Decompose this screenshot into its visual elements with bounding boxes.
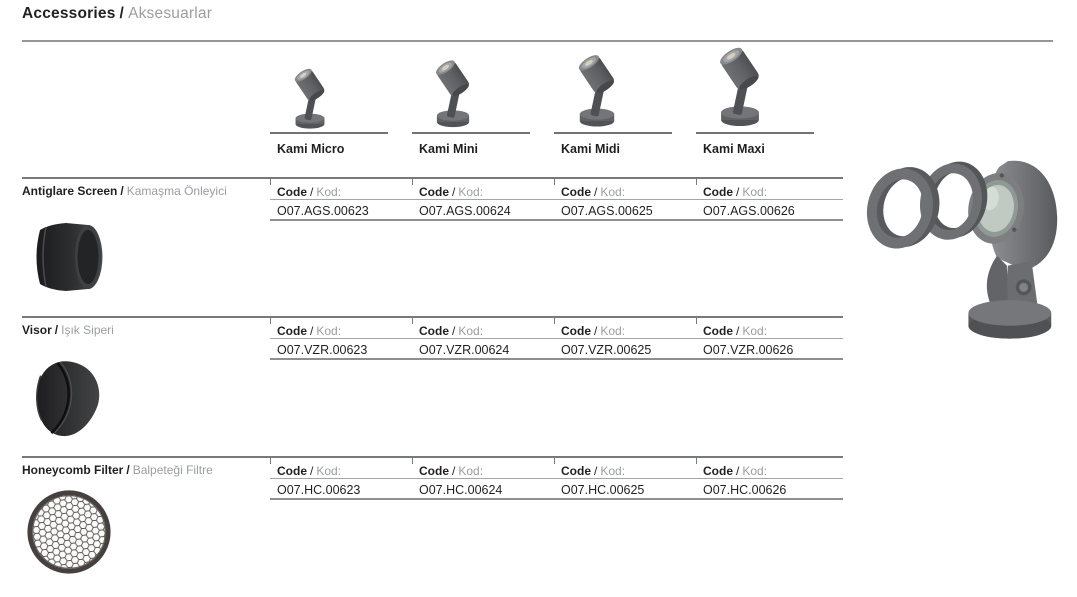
kami-micro-image	[284, 65, 336, 131]
visor-image	[28, 358, 106, 440]
product-code: O07.AGS.00623	[277, 204, 369, 218]
accessory-row-honeycomb-filter	[0, 456, 1077, 596]
honeycomb-filter-image	[24, 487, 114, 577]
divider	[22, 456, 843, 458]
divider	[270, 199, 843, 200]
divider	[270, 338, 843, 339]
page-title-en: Accessories	[22, 5, 116, 22]
divider	[22, 177, 843, 179]
accessory-name: Visor / Işık Siperi	[22, 323, 114, 337]
code-label: Code / Kod:	[561, 464, 626, 478]
code-label: Code / Kod:	[277, 464, 342, 478]
product-column-kami-mini	[412, 0, 554, 168]
product-code: O07.AGS.00626	[703, 204, 795, 218]
divider	[270, 219, 843, 221]
product-name: Kami Midi	[561, 142, 621, 156]
code-label: Code / Kod:	[561, 185, 626, 199]
divider	[22, 316, 843, 318]
kami-mini-image	[424, 55, 482, 131]
accessory-name: Honeycomb Filter / Balpeteği Filtre	[22, 463, 213, 477]
code-label: Code / Kod:	[277, 185, 342, 199]
product-code: O07.VZR.00625	[561, 343, 652, 357]
divider	[270, 358, 843, 360]
kami-midi-image	[566, 49, 628, 131]
divider	[696, 132, 814, 134]
code-label: Code / Kod:	[277, 324, 342, 338]
product-name: Kami Maxi	[703, 142, 765, 156]
kami-exploded-view-image	[860, 138, 1067, 343]
product-code: O07.HC.00623	[277, 483, 361, 497]
kami-maxi-image	[706, 41, 774, 131]
antiglare-screen-image	[26, 222, 110, 292]
accessory-name: Antiglare Screen / Kamaşma Önleyici	[22, 184, 227, 198]
product-name: Kami Micro	[277, 142, 345, 156]
product-column-kami-midi	[554, 0, 696, 168]
product-column-kami-maxi	[696, 0, 838, 168]
product-code: O07.HC.00624	[419, 483, 503, 497]
product-code: O07.VZR.00624	[419, 343, 510, 357]
product-code: O07.HC.00626	[703, 483, 787, 497]
page-title-tr: Aksesuarlar	[128, 5, 213, 22]
divider	[554, 132, 672, 134]
product-code: O07.AGS.00625	[561, 204, 653, 218]
code-label: Code / Kod:	[419, 464, 484, 478]
code-label: Code / Kod:	[703, 185, 768, 199]
divider	[412, 132, 530, 134]
code-label: Code / Kod:	[419, 185, 484, 199]
code-label: Code / Kod:	[703, 464, 768, 478]
page-title-separator: /	[119, 5, 125, 22]
divider	[270, 498, 843, 500]
code-label: Code / Kod:	[561, 324, 626, 338]
product-name: Kami Mini	[419, 142, 479, 156]
product-column-kami-micro	[270, 0, 412, 168]
divider	[270, 478, 843, 479]
product-code: O07.VZR.00626	[703, 343, 794, 357]
page-title	[22, 5, 212, 23]
product-code: O07.HC.00625	[561, 483, 645, 497]
product-code: O07.AGS.00624	[419, 204, 511, 218]
product-code: O07.VZR.00623	[277, 343, 368, 357]
code-label: Code / Kod:	[703, 324, 768, 338]
divider	[270, 132, 388, 134]
code-label: Code / Kod:	[419, 324, 484, 338]
